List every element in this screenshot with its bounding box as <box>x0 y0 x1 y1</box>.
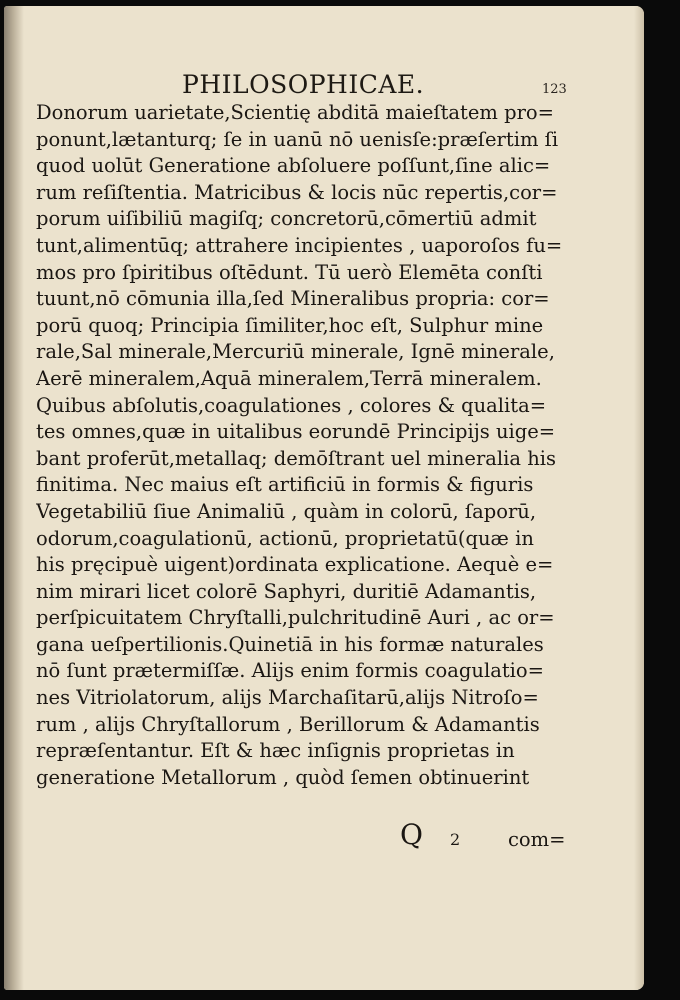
body-text <box>36 100 568 791</box>
text-line: rale,Sal minerale,Mercuriū minerale, Ignē minerale, <box>36 340 555 364</box>
book-page <box>4 6 644 990</box>
text-line: tunt,alimentūq; attrahere incipientes , uaporoſos fu= <box>36 233 563 257</box>
text-line: porum uiſibiliū magiſq; concretorū,cōmertiū admit <box>36 207 537 231</box>
page-number: 123 <box>542 82 567 97</box>
text-line: his pręcipuè uigent)ordinata explicatione. Aequè e= <box>36 553 554 577</box>
text-line: generatione Metallorum , quòd ſemen obtinuerint <box>36 765 530 789</box>
text-line: Quibus abſolutis,coagulationes , colores & qualita= <box>36 393 547 417</box>
signature-number: 2 <box>450 830 461 849</box>
text-line: odorum,coagulationū, actionū, proprietatū(quæ in <box>36 526 534 550</box>
text-line: rum reſiſtentia. Matricibus & locis nūc repertis,cor= <box>36 180 558 204</box>
catchword: com= <box>508 828 566 851</box>
text-line: bant proferūt,metallaq; demōſtrant uel mineralia his <box>36 446 557 470</box>
text-line: tuunt,nō cōmunia illa,ſed Mineralibus propria: cor= <box>36 287 550 311</box>
text-line: nim mirari licet colorē Saphyri, duritiē Adamantis, <box>36 579 537 603</box>
text-line: tes omnes,quæ in uitalibus eorundē Principijs uige= <box>36 420 556 444</box>
text-line: nō ſunt prætermiſſæ. Alijs enim formis coagulatio= <box>36 659 544 683</box>
catchline <box>4 818 644 858</box>
text-line: gana ueſpertilionis.Quinetiā in his formæ naturales <box>36 632 544 656</box>
text-line: Donorum uarietate,Scientię abditā maieſtatem pro= <box>36 101 554 124</box>
text-line: mos pro ſpiritibus oſtēdunt. Tū uerò Elemēta conſti <box>36 260 543 284</box>
text-line: perſpicuitatem Chryſtalli,pulchritudinē Auri , ac or= <box>36 606 555 630</box>
signature-mark: Q <box>400 818 423 851</box>
text-line: Vegetabiliū ſiue Animaliū , quàm in colorū, ſaporū, <box>36 499 537 523</box>
text-line: Aerē mineralem,Aquā mineralem,Terrā mineralem. <box>36 366 542 390</box>
text-line: finitima. Nec maius eſt artificiū in formis & figuris <box>36 473 534 497</box>
text-line: porū quoq; Principia ſimiliter,hoc eſt, Sulphur mine <box>36 313 544 337</box>
text-line: repræſentantur. Eſt & hæc inſignis proprietas in <box>36 739 515 763</box>
text-line: ponunt,lætanturq; ſe in uanū nō uenisſe:præſertim ſi <box>36 127 559 151</box>
text-line: nes Vitriolatorum, alijs Marchaſitarū,alijs Nitroſo= <box>36 686 539 710</box>
text-line: rum , alijs Chryſtallorum , Berillorum & Adamantis <box>36 712 540 736</box>
running-head: PHILOSOPHICAE. <box>182 70 425 99</box>
text-line: quod uolūt Generatione abſoluere poſſunt,ſine alic= <box>36 154 551 178</box>
